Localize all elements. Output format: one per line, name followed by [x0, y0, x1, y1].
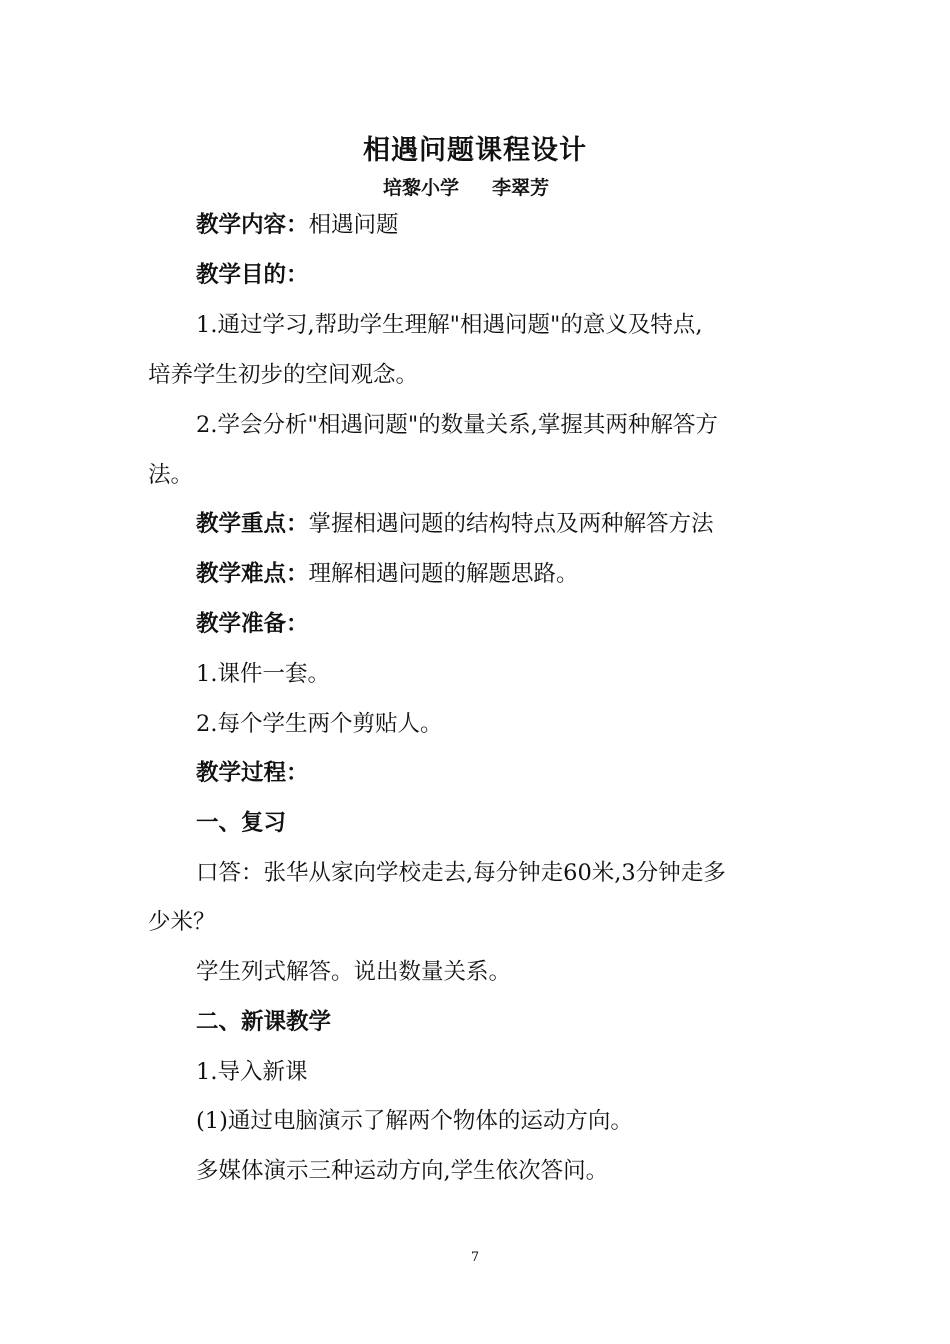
key-point-label: 教学重点： — [196, 511, 309, 537]
goal-2-line-b: 法。 — [148, 462, 194, 488]
goal-1-line-b: 培养学生初步的空间观念。 — [148, 362, 419, 388]
review-question-line-a: 口答：张华从家向学校走去,每分钟走60米,3分钟走多 — [196, 860, 726, 886]
step-1-1: (1)通过电脑演示了解两个物体的运动方向。 — [196, 1108, 633, 1134]
process-label: 教学过程： — [196, 760, 309, 786]
key-point-line — [196, 509, 714, 539]
document-title: 相遇问题课程设计 — [363, 135, 587, 166]
goal-2-line-a: 2.学会分析"相遇问题"的数量关系,掌握其两种解答方 — [196, 412, 718, 438]
author-line: 培黎小学 李翠芳 — [383, 177, 550, 199]
review-heading: 一、复习 — [196, 810, 287, 836]
difficulty-text: 理解相遇问题的解题思路。 — [308, 561, 579, 587]
new-lesson-heading: 二、新课教学 — [196, 1009, 332, 1035]
review-question-line-b: 少米？ — [148, 909, 216, 935]
difficulty-label: 教学难点： — [196, 561, 309, 587]
prep-item-2: 2.每个学生两个剪贴人。 — [196, 711, 443, 737]
content-label: 教学内容： — [196, 212, 309, 238]
content-text: 相遇问题 — [308, 212, 399, 238]
review-answer: 学生列式解答。说出数量关系。 — [196, 959, 512, 985]
prep-label: 教学准备： — [196, 611, 309, 637]
goal-1-line-a: 1.通过学习,帮助学生理解"相遇问题"的意义及特点, — [196, 312, 703, 338]
step-1-2: 多媒体演示三种运动方向,学生依次答问。 — [196, 1158, 609, 1184]
key-point-text: 掌握相遇问题的结构特点及两种解答方法 — [308, 511, 714, 537]
difficulty-line — [196, 559, 579, 589]
goals-label: 教学目的： — [196, 262, 309, 288]
step-1: 1.导入新课 — [196, 1059, 308, 1085]
page-number: 7 — [470, 1250, 480, 1265]
prep-item-1: 1.课件一套。 — [196, 661, 330, 687]
content-line — [196, 210, 399, 240]
